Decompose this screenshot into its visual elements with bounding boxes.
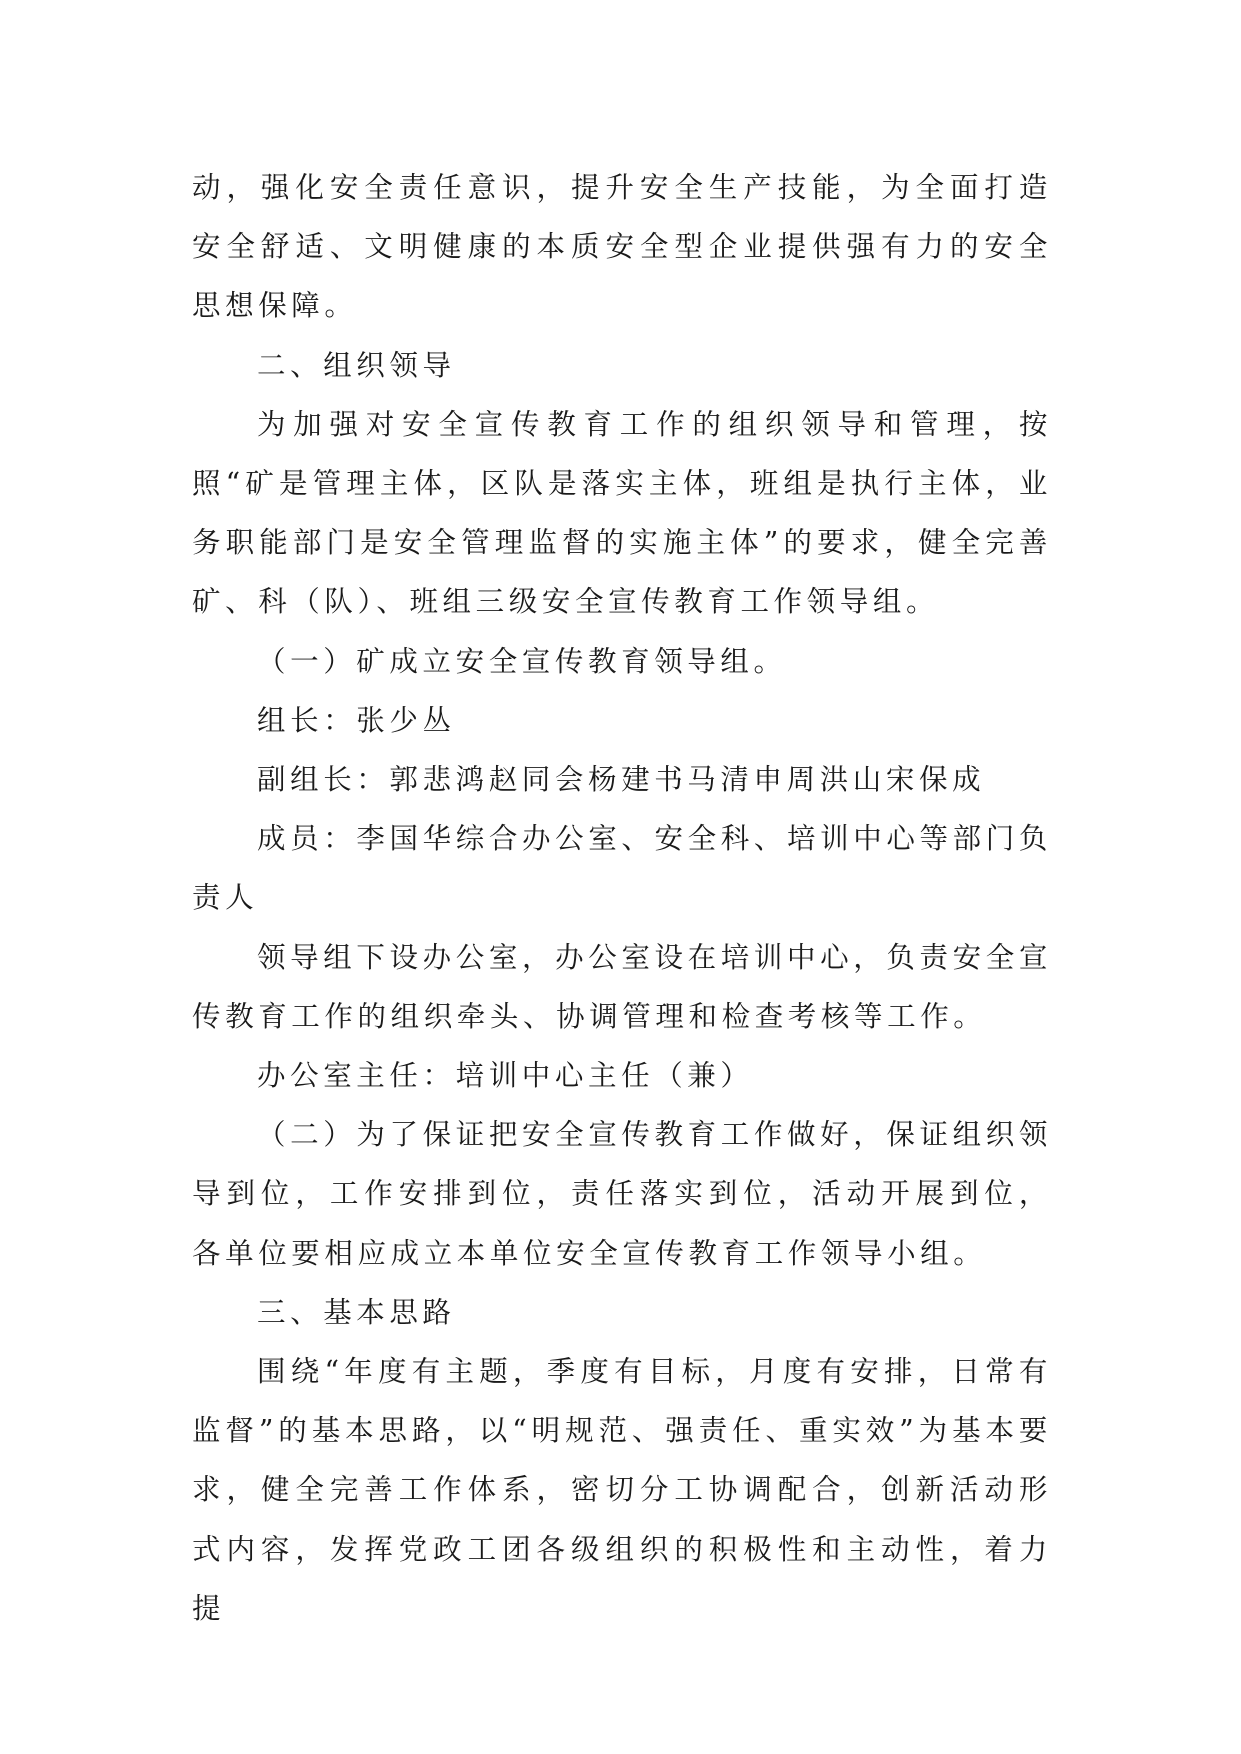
paragraph-office-setup: 领导组下设办公室，办公室设在培训中心，负责安全宣传教育工作的组织牵头、协调管理和检查考核等工作。 <box>192 940 1052 1033</box>
paragraph-unit-groups: （二）为了保证把安全宣传教育工作做好，保证组织领导到位，工作安排到位，责任落实到位，活动开展到位，各单位要相应成立本单位安全宣传教育工作领导小组。 <box>192 1118 1052 1270</box>
subheading-mine-group: （一）矿成立安全宣传教育领导组。 <box>257 644 787 678</box>
paragraph-approach: 围绕“年度有主题，季度有目标，月度有安排，日常有监督”的基本思路，以“明规范、强责任、重实效”为基本要求，健全完善工作体系，密切分工协调配合，创新活动形式内容，发挥党政工团各级组织的积极性和主动性，着力提 <box>192 1355 1052 1625</box>
section-heading-approach: 三、基本思路 <box>257 1295 456 1329</box>
group-leader-line: 组长：张少丛 <box>257 703 456 737</box>
members-line: 成员：李国华综合办公室、安全科、培训中心等部门负责人 <box>192 822 1052 915</box>
office-director-line: 办公室主任：培训中心主任（兼） <box>257 1059 754 1093</box>
paragraph-continuation: 动，强化安全责任意识，提升安全生产技能，为全面打造安全舒适、文明健康的本质安全型企业提供强有力的安全思想保障。 <box>192 171 1052 323</box>
paragraph-organization-intro: 为加强对安全宣传教育工作的组织领导和管理，按照“矿是管理主体，区队是落实主体，班组是执行主体，业务职能部门是安全管理监督的实施主体”的要求，健全完善矿、科（队）、班组三级安全宣传教育工作领导组。 <box>192 407 1052 619</box>
deputy-leader-line: 副组长：郭悲鸿赵同会杨建书马清申周洪山宋保成 <box>257 763 986 797</box>
section-heading-organization: 二、组织领导 <box>257 348 456 382</box>
document-body <box>192 158 1052 1638</box>
